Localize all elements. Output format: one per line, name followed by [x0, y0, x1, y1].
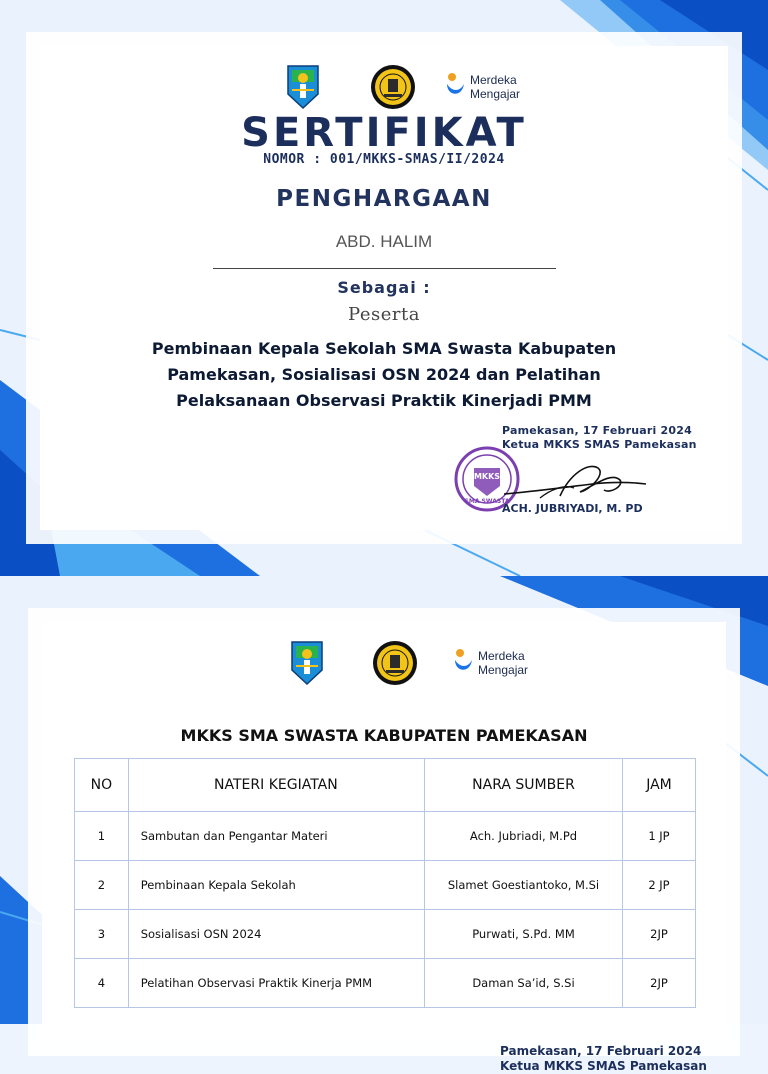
signer-title: Ketua MKKS SMAS Pamekasan [500, 1059, 707, 1073]
table-row [75, 910, 696, 959]
cell-no: 4 [75, 959, 129, 1008]
logo-row [286, 64, 520, 110]
cell-nara-sumber: Purwati, S.Pd. MM [425, 910, 623, 959]
certificate-title: SERTIFIKAT [241, 110, 527, 156]
schedule-card [42, 622, 726, 1073]
stamp-top-text: MKKS [473, 472, 501, 481]
cell-no: 2 [75, 861, 129, 910]
cell-jam: 1 JP [622, 812, 695, 861]
recipient-name: ABD. HALIM [335, 232, 433, 251]
signer-name: ACH. JUBRIYADI, M. PD [502, 502, 643, 515]
cell-jam: 2JP [622, 910, 695, 959]
cell-nara-sumber: Slamet Goestiantoko, M.Si [425, 861, 623, 910]
east-java-emblem-icon [286, 64, 320, 110]
column-header-materi: NATERI KEGIATAN [128, 759, 424, 812]
name-underline [213, 268, 556, 269]
mkks-logo-icon [370, 64, 416, 110]
cell-materi: Sosialisasi OSN 2024 [128, 910, 424, 959]
cell-no: 1 [75, 812, 129, 861]
table-row [75, 959, 696, 1008]
signature-block [500, 1044, 707, 1074]
signer-title: Ketua MKKS SMAS Pamekasan [502, 438, 697, 451]
cell-nara-sumber: Ach. Jubriadi, M.Pd [425, 812, 623, 861]
mengajar-text: Mengajar [478, 663, 529, 677]
cell-materi: Sambutan dan Pengantar Materi [128, 812, 424, 861]
cell-materi: Pembinaan Kepala Sekolah [128, 861, 424, 910]
schedule-table [74, 758, 696, 1008]
merdeka-mengajar-logo [452, 648, 528, 678]
merdeka-mengajar-icon [444, 72, 466, 102]
table-row [75, 861, 696, 910]
certificate-subtitle: PENGHARGAAN [276, 186, 492, 212]
stamp-bottom-text: SMA SWASTA [464, 498, 510, 505]
certificate-card [40, 46, 728, 530]
column-header-no: NO [75, 759, 129, 812]
signature-block [502, 424, 722, 452]
merdeka-text: Merdeka [478, 649, 525, 663]
table-row [75, 812, 696, 861]
east-java-emblem-icon [290, 640, 324, 686]
mengajar-text: Mengajar [470, 87, 521, 101]
logo-row [290, 640, 528, 686]
place-date: Pamekasan, 17 Februari 2024 [500, 1044, 702, 1058]
as-label: Sebagai : [337, 278, 431, 297]
cell-no: 3 [75, 910, 129, 959]
cell-jam: 2JP [622, 959, 695, 1008]
mkks-logo-icon [372, 640, 418, 686]
cell-materi: Pelatihan Observasi Praktik Kinerja PMM [128, 959, 424, 1008]
certificate-number: NOMOR : 001/MKKS-SMAS/II/2024 [263, 152, 505, 167]
table-header-row [75, 759, 696, 812]
place-date: Pamekasan, 17 Februari 2024 [502, 424, 692, 437]
event-title: Pembinaan Kepala Sekolah SMA Swasta Kabupaten Pamekasan, Sosialisasi OSN 2024 dan Pelatihan Pelaksanaan Observasi Praktik Kinerjadi PMM [151, 339, 617, 410]
recipient-role: Peserta [348, 304, 420, 325]
schedule-heading: MKKS SMA SWASTA KABUPATEN PAMEKASAN [180, 726, 588, 745]
column-header-nara-sumber: NARA SUMBER [425, 759, 623, 812]
merdeka-mengajar-logo [444, 72, 520, 102]
handwritten-signature-icon [500, 454, 650, 506]
schedule-page [0, 576, 768, 1073]
column-header-jam: JAM [622, 759, 695, 812]
cell-jam: 2 JP [622, 861, 695, 910]
merdeka-mengajar-icon [452, 648, 474, 678]
merdeka-text: Merdeka [470, 73, 517, 87]
cell-nara-sumber: Daman Sa’id, S.Si [425, 959, 623, 1008]
